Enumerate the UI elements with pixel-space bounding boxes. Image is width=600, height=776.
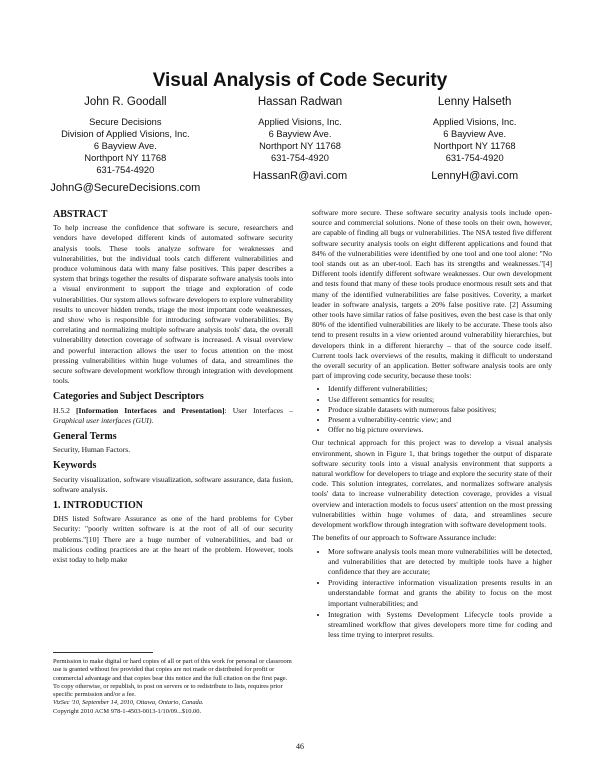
categories-heading: Categories and Subject Descriptors — [53, 391, 204, 403]
page-number: 46 — [296, 742, 304, 751]
list-item: • Produce sizable datasets with numerous false positives; — [328, 405, 552, 415]
author-affiliation-line: Division of Applied Visions, Inc. — [61, 129, 190, 139]
category-rest: : User Interfaces – — [224, 405, 293, 415]
categories-text — [53, 406, 293, 426]
author-name: Hassan Radwan — [257, 96, 343, 108]
keywords-text: Security visualization, software visualization, software assurance, data fusion, software analysis. — [53, 474, 293, 494]
author-block — [38, 96, 562, 194]
venue-line: VizSec '10, September 14, 2010, Ottawa, Ontario, Canada. — [53, 699, 204, 707]
author-address-line: Northport NY 11768 — [433, 141, 516, 151]
author-name: Lenny Halseth — [437, 96, 512, 108]
footnote-divider — [53, 652, 153, 653]
author-address-line: Northport NY 11768 — [84, 153, 167, 163]
author-affiliation-line: Secure Decisions — [89, 117, 162, 127]
author-affiliation-line: Applied Visions, Inc. — [432, 117, 517, 127]
author-affiliation-line: Applied Visions, Inc. — [258, 117, 342, 127]
left-column — [53, 210, 293, 568]
list-item: • Offer no big picture overviews. — [328, 425, 552, 435]
author-email[interactable]: HassanR@avi.com — [252, 170, 348, 182]
general-terms-text: Security, Human Factors. — [53, 445, 131, 455]
author-address-line: 6 Bayview Ave. — [268, 129, 332, 139]
keywords-heading: Keywords — [53, 460, 97, 472]
list-item: • Identify different vulnerabilities; — [328, 384, 552, 394]
author-address-line: Northport NY 11768 — [259, 141, 341, 151]
permission-text: Permission to make digital or hard copies of all or part of this work for personal or classroom use is granted without fee provided that copies are not made or distributed for profit or commercial advantage and that copies bear this notice and the full citation on the first page. To copy otherwise, or republish, to post on servers or to redistribute to lists, requires prior specific permission and/or a fee. — [53, 658, 292, 699]
list-item: • More software analysis tools mean more vulnerabilities will be detected, and vulnerabilities that are detected by multiple tools have a higher confidence that they are accurate; — [328, 547, 552, 578]
copyright-line: Copyright 2010 ACM 978-1-4503-0013-1/10/09...$10.00. — [53, 707, 202, 715]
author-phone: 631-754-4920 — [271, 153, 329, 163]
list-item: • Use different semantics for results; — [328, 395, 552, 405]
introduction-heading: 1. INTRODUCTION — [53, 500, 144, 512]
author-1 — [38, 96, 213, 194]
author-2 — [213, 96, 388, 194]
author-phone: 631-754-4920 — [96, 165, 155, 175]
author-3 — [387, 96, 562, 194]
author-address-line: 6 Bayview Ave. — [443, 129, 507, 139]
list-item: • Present a vulnerability-centric view; and — [328, 415, 552, 425]
tool-limitations-list — [312, 384, 552, 435]
body-paragraph: The benefits of our approach to Software Assurance include: — [312, 533, 497, 543]
category-code: H.5.2 — [53, 405, 76, 415]
author-phone: 631-754-4920 — [445, 153, 504, 163]
benefits-list — [312, 547, 552, 641]
permission-notice — [53, 658, 293, 716]
author-address-line: 6 Bayview Ave. — [93, 141, 157, 151]
author-email[interactable]: JohnG@SecureDecisions.com — [50, 182, 201, 194]
introduction-text: DHS listed Software Assurance as one of the hard problems for Cyber Security: "poorly written software is at the root of all of our security problems."[10] There are a huge number of vulnerabilities, and bad or malicious coding practices are at the heart of the problem. However, tools exist today to help make — [53, 514, 293, 565]
body-paragraph: software more secure. These software security analysis tools include open-source and commercial solutions. None of these tools on their own, however, are capable of finding all bugs or vulnerabilities. The NSA tested five different software security analysis tools on eight different applications and found that 84% of the vulnerabilities were identified by one tool and one tool alone: "No tool stands out as an uber-tool. Each has its strengths and weaknesses."[4] Different tools identify different software weaknesses. Our own development and tests found that many of these tools produce enormous result sets and that many of the identified vulnerabilities are false positives. Coverity, a market leader in software analysis, targets a 20% false positive rate. [2] Assuming other tools have similar ratios of false positives, even the best case is that only 80% of the identified vulnerabilities are likely to be accurate. These tools also tend to present results in a view oriented around vulnerability hierarchies, but developers think in a different hierarchy – that of the source code itself. Current tools lack overviews of the results, making it difficult to understand the overall security of an application. Better software analysis tools are only part of improving code security, because these tools: — [312, 208, 552, 381]
general-terms-heading: General Terms — [53, 431, 117, 443]
author-email[interactable]: LennyH@avi.com — [431, 170, 519, 182]
paper-title: Visual Analysis of Code Security — [152, 70, 448, 91]
body-paragraph: Our technical approach for this project was to develop a visual analysis environment, shown in Figure 1, that brings together the output of disparate software security tools into a visual analysis environment that supports a natural workflow for developers to triage and explore the security state of their code. This solution integrates, correlates, and normalizes software analysis tools' data to increase vulnerability detection coverage, provides a visual overview and interaction models to focus users' attention on the most pressing vulnerabilities within huge volumes of data, and streamlines secure development workflow through integration with software development tools. — [312, 438, 552, 530]
list-item: • Integration with Systems Development Lifecycle tools provide a streamlined workflow that gives developers more time for coding and less time trying to interpret results. — [328, 610, 552, 641]
right-column — [312, 208, 552, 643]
category-subject: Graphical user interfaces (GUI). — [53, 415, 154, 425]
list-item: • Providing interactive information visualization presents results in an understandable format and grants the ability to focus on the most important vulnerabilities; and — [328, 578, 552, 609]
abstract-text: To help increase the confidence that software is secure, researchers and vendors have developed different kinds of automated software security analysis tools. These tools analyze software for weaknesses and vulnerabilities, but the individual tools catch different vulnerabilities and produce voluminous data with many false positives. This paper describes a system that brings together the results of disparate software analysis tools into a visual environment to support the triage and exploration of code vulnerabilities. Our system allows software developers to explore vulnerability results to uncover hidden trends, triage the most important code weaknesses, and show who is responsible for introducing software vulnerabilities. By correlating and normalizing multiple software analysis tools' data, the overall vulnerability detection coverage of software is increased. A visual overview and powerful interaction allows the user to focus attention on the most pressing vulnerabilities within huge volumes of data, and streamlines the secure software development workflow through integration with development tools. — [53, 223, 293, 386]
author-name: John R. Goodall — [84, 96, 167, 108]
category-name: [Information Interfaces and Presentation] — [75, 405, 225, 415]
abstract-heading: ABSTRACT — [53, 209, 108, 220]
